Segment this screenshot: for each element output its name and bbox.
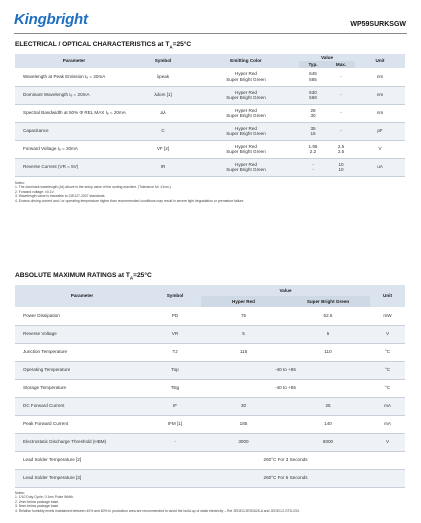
hyper-red-cell: 185 xyxy=(201,415,286,433)
col-parameter: Parameter xyxy=(70,293,94,299)
table-row xyxy=(15,361,405,379)
note-line: 1. The dominant wavelength (λd) above is the setup value of the sorting machine. (Tolerance λd: ±1nm.) xyxy=(15,185,171,190)
parameter-cell: Power Dissipation xyxy=(15,307,149,325)
value-line-2: Super Bright Green xyxy=(226,149,266,154)
emitting-color-cell xyxy=(193,122,299,140)
unit-cell: nm xyxy=(355,68,405,86)
unit-cell: mA xyxy=(370,397,405,415)
part-number: WP59SURKSGW xyxy=(350,21,406,28)
symbol-cell xyxy=(149,469,201,487)
parameter-cell: Operating Temperature xyxy=(15,361,149,379)
value-line-1: 630 xyxy=(309,89,317,95)
symbol-cell: λpeak xyxy=(133,68,193,86)
table-row xyxy=(15,158,405,176)
symbol-cell: PD xyxy=(149,307,201,325)
col-parameter: Parameter xyxy=(62,58,86,64)
unit-cell: nm xyxy=(355,104,405,122)
stacked-values xyxy=(327,144,355,155)
parameter-cell: Electrostatic Discharge Threshold (HBM) xyxy=(15,433,149,451)
value-line-1: 645 xyxy=(309,71,317,77)
typ-cell xyxy=(299,86,327,104)
parameter-cell: Reverse Voltage xyxy=(15,325,149,343)
value-line-2: 565 xyxy=(309,76,317,82)
parameter-cell: Capacitance xyxy=(15,122,133,140)
symbol-cell: Tstg xyxy=(149,379,201,397)
parameter-cell: Lead Solder Temperature [2] xyxy=(15,451,149,469)
value-line-2: Super Bright Green xyxy=(226,95,266,100)
symbol-cell: IFM [1] xyxy=(149,415,201,433)
stacked-values xyxy=(299,108,327,119)
super-green-cell: 140 xyxy=(286,415,370,433)
value-line-2: - xyxy=(312,167,314,172)
value-line-1: Hyper Red xyxy=(235,107,257,113)
table-row xyxy=(15,86,405,104)
hyper-red-cell: 30 xyxy=(201,397,286,415)
unit-cell: °C xyxy=(370,343,405,361)
max-cell xyxy=(327,158,355,176)
unit-cell: nm xyxy=(355,86,405,104)
table-row xyxy=(15,325,405,343)
merged-value-cell: 260°C For 3 Seconds xyxy=(201,451,370,469)
table-row xyxy=(15,307,405,325)
table-row xyxy=(15,469,405,487)
electrical-notes xyxy=(15,181,244,203)
unit-cell: °C xyxy=(370,379,405,397)
value-line-1: 2.5 xyxy=(337,143,345,149)
symbol-cell: λdom [1] xyxy=(133,86,193,104)
parameter-cell: Reverse Current (VR = 5V) xyxy=(15,158,133,176)
symbol-cell: TJ xyxy=(149,343,201,361)
header-divider xyxy=(14,33,407,34)
table-row xyxy=(15,397,405,415)
value-line-2: 30 xyxy=(310,113,316,118)
emitting-color-cell xyxy=(193,140,299,158)
stacked-values xyxy=(193,90,299,101)
merged-value-cell: -40 to +85 xyxy=(201,361,370,379)
value-line-2: Super Bright Green xyxy=(226,167,266,172)
stacked-values xyxy=(299,144,327,155)
value-line-1: - xyxy=(312,161,314,167)
note-line: 2. Forward voltage: ±0.1V. xyxy=(15,189,55,194)
parameter-cell: Forward Voltage Iₑ = 20mA xyxy=(15,140,133,158)
col-value: Value xyxy=(279,287,292,293)
unit-cell: V xyxy=(355,140,405,158)
symbol-cell: VR xyxy=(149,325,201,343)
value-line-2: Super Bright Green xyxy=(226,76,266,82)
stacked-values xyxy=(193,71,299,82)
col-emitting-color: Emitting Color xyxy=(230,58,262,64)
super-green-cell: 62.5 xyxy=(286,307,370,325)
max-cell: - xyxy=(327,86,355,104)
value-line-2: 10 xyxy=(338,167,344,172)
super-green-cell: 110 xyxy=(286,343,370,361)
col-max: Max. xyxy=(327,61,355,68)
typ-cell xyxy=(299,140,327,158)
unit-cell: °C xyxy=(370,361,405,379)
hyper-red-cell: 3000 xyxy=(201,433,286,451)
super-green-cell: 5 xyxy=(286,325,370,343)
table-row xyxy=(15,140,405,158)
emitting-color-cell xyxy=(193,68,299,86)
col-unit: Unit xyxy=(383,293,392,299)
stacked-values xyxy=(327,162,355,173)
notes-heading: Notes: xyxy=(15,491,25,495)
stacked-values xyxy=(193,108,299,119)
max-cell: - xyxy=(327,122,355,140)
note-line: 3. Wavelength value is traceable to CIE127-2007 standards. xyxy=(15,194,106,199)
value-line-1: 28 xyxy=(310,107,316,113)
brand-logo: Kingbright xyxy=(14,11,88,28)
col-value: Value xyxy=(321,54,334,60)
parameter-cell: Junction Temperature xyxy=(15,343,149,361)
table-row xyxy=(15,104,405,122)
table-row xyxy=(15,415,405,433)
unit-cell: mW xyxy=(370,307,405,325)
unit-cell xyxy=(370,469,405,487)
stacked-values xyxy=(193,126,299,137)
symbol-cell: IR xyxy=(133,158,193,176)
value-line-1: 1.95 xyxy=(308,143,318,149)
notes-heading: Notes: xyxy=(15,181,25,185)
value-line-2: Super Bright Green xyxy=(226,113,266,118)
value-line-2: Super Bright Green xyxy=(226,131,266,136)
note-line: 4. Relative humidity levels maintained between 40% and 60% in production area are recommended to avoid the build-up of static electricity – Ref JEDEC/JESD625-A and JEDEC/J-STD-033. xyxy=(15,508,300,513)
electrical-table xyxy=(15,54,405,177)
emitting-color-cell xyxy=(193,104,299,122)
unit-cell xyxy=(370,451,405,469)
table-row xyxy=(15,433,405,451)
super-green-cell: 25 xyxy=(286,397,370,415)
symbol-cell: IF xyxy=(149,397,201,415)
merged-value-cell: 260°C For 5 Seconds xyxy=(201,469,370,487)
merged-value-cell: -40 to +85 xyxy=(201,379,370,397)
absolute-table xyxy=(15,285,405,488)
note-line: 4. Excess driving current and / or operating temperature higher than recommended conditions may result in severe light degradation or premature failure. xyxy=(15,198,245,203)
value-line-2: 2.2 xyxy=(309,149,317,154)
value-line-1: Hyper Red xyxy=(235,89,257,95)
parameter-cell: Lead Solder Temperature [3] xyxy=(15,469,149,487)
typ-cell xyxy=(299,122,327,140)
unit-cell: uA xyxy=(355,158,405,176)
typ-cell xyxy=(299,68,327,86)
symbol-cell: Top xyxy=(149,361,201,379)
hyper-red-cell: 5 xyxy=(201,325,286,343)
hyper-red-cell: 75 xyxy=(201,307,286,325)
parameter-cell: Peak Forward Current xyxy=(15,415,149,433)
symbol-cell: - xyxy=(149,433,201,451)
col-hyper-red: Hyper Red xyxy=(201,296,286,307)
symbol-cell: VF [2] xyxy=(133,140,193,158)
value-line-1: Hyper Red xyxy=(235,71,257,77)
max-cell: - xyxy=(327,68,355,86)
col-typ: Typ. xyxy=(299,61,327,68)
electrical-section-title: ELECTRICAL / OPTICAL CHARACTERISTICS at $T_A=25^\circ C$ xyxy=(15,41,192,50)
absolute-section-title: ABSOLUTE MAXIMUM RATINGS at $T_A=25^\circ C$ xyxy=(15,272,152,281)
col-super-green: Super Bright Green xyxy=(286,296,370,307)
note-line: 2. 2mm below package base. xyxy=(15,499,60,504)
unit-cell: V xyxy=(370,433,405,451)
value-line-1: Hyper Red xyxy=(235,125,257,131)
symbol-cell: Δλ xyxy=(133,104,193,122)
unit-cell: mA xyxy=(370,415,405,433)
stacked-values xyxy=(299,126,327,137)
typ-cell xyxy=(299,104,327,122)
emitting-color-cell xyxy=(193,86,299,104)
max-cell xyxy=(327,140,355,158)
parameter-cell: Dominant Wavelength Iₑ = 20mA xyxy=(15,86,133,104)
max-cell: - xyxy=(327,104,355,122)
stacked-values xyxy=(193,144,299,155)
symbol-cell xyxy=(149,451,201,469)
unit-cell: pF xyxy=(355,122,405,140)
table-row xyxy=(15,451,405,469)
note-line: 3. 5mm below package base. xyxy=(15,504,60,509)
value-line-2: 568 xyxy=(309,95,317,100)
col-symbol: Symbol xyxy=(154,58,172,64)
stacked-values xyxy=(193,162,299,173)
super-green-cell: 8000 xyxy=(286,433,370,451)
unit-cell: V xyxy=(370,325,405,343)
value-line-1: Hyper Red xyxy=(235,161,257,167)
table-row xyxy=(15,379,405,397)
parameter-cell: Spectral Bandwidth at 50% Φ REL MAX Iₑ = 20mA xyxy=(15,104,133,122)
table-row xyxy=(15,68,405,86)
stacked-values xyxy=(299,71,327,82)
value-line-2: 2.5 xyxy=(337,149,345,154)
hyper-red-cell: 115 xyxy=(201,343,286,361)
value-line-1: 10 xyxy=(338,161,344,167)
note-line: 1. 1/10 Duty Cycle, 0.1ms Pulse Width. xyxy=(15,495,74,500)
absolute-notes xyxy=(15,491,300,513)
emitting-color-cell xyxy=(193,158,299,176)
parameter-cell: Storage Temperature xyxy=(15,379,149,397)
table-row xyxy=(15,122,405,140)
stacked-values xyxy=(299,162,327,173)
col-symbol: Symbol xyxy=(166,293,184,299)
parameter-cell: Wavelength at Peak Emission Iₑ = 20mA xyxy=(15,68,133,86)
value-line-1: Hyper Red xyxy=(235,143,257,149)
value-line-1: 35 xyxy=(310,125,316,131)
table-row xyxy=(15,343,405,361)
col-unit: Unit xyxy=(375,58,385,64)
parameter-cell: DC Forward Current xyxy=(15,397,149,415)
symbol-cell: C xyxy=(133,122,193,140)
typ-cell xyxy=(299,158,327,176)
value-line-2: 15 xyxy=(310,131,316,136)
stacked-values xyxy=(299,90,327,101)
